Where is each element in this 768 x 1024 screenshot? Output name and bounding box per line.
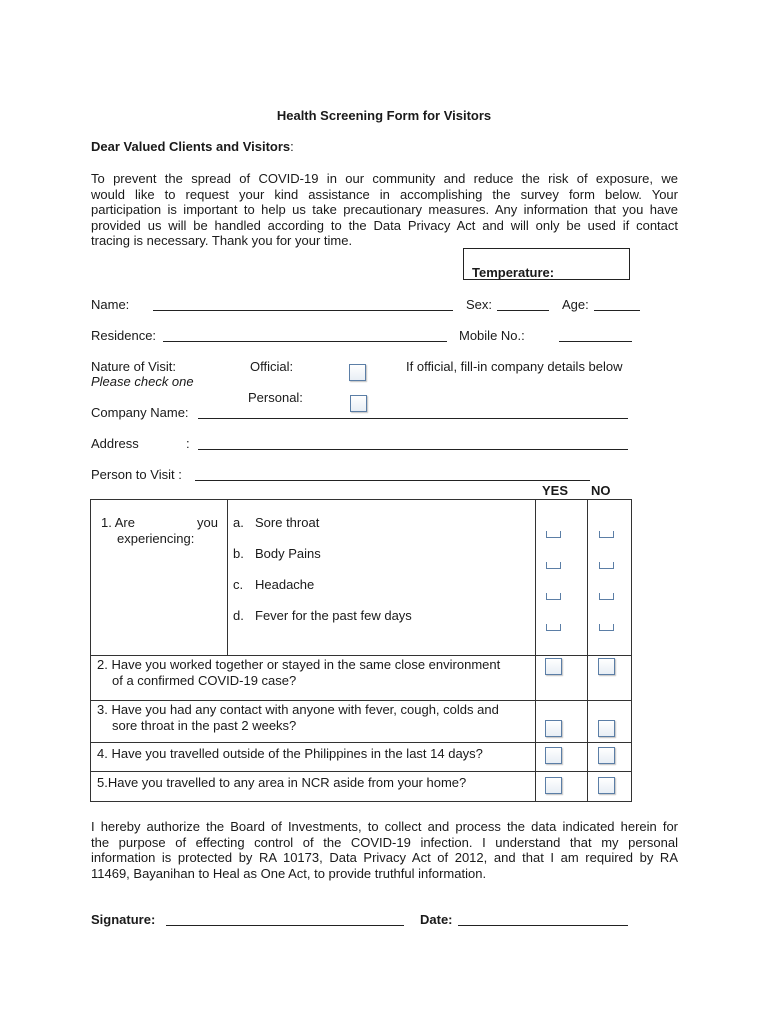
mobile-label: Mobile No.: [459, 328, 525, 343]
symptom-text: Headache [255, 577, 315, 592]
greeting [91, 139, 294, 154]
table-divider [91, 742, 631, 743]
table-divider [91, 655, 631, 656]
q3-line2: sore throat in the past 2 weeks? [112, 718, 297, 733]
signature-label: Signature: [91, 912, 156, 927]
date-field[interactable] [458, 913, 628, 926]
symptom-no-checkbox[interactable] [599, 593, 614, 600]
q5-no-checkbox[interactable] [598, 777, 615, 794]
consent-line: the purpose of effecting control of the COVID-19 infection. I understand that my personal [91, 834, 678, 850]
symptom-yes-checkbox[interactable] [546, 593, 561, 600]
signature-field[interactable] [166, 913, 404, 926]
personal-label: Personal: [248, 390, 303, 405]
q4-no-checkbox[interactable] [598, 747, 615, 764]
temperature-label: Temperature: [472, 265, 555, 280]
person-field[interactable] [195, 468, 590, 481]
name-label: Name: [91, 297, 130, 312]
q2-line1: 2. Have you worked together or stayed in the same close environment [97, 657, 501, 672]
consent-paragraph [91, 819, 678, 881]
address-colon: : [186, 436, 190, 451]
q1-line1-a: 1. Are [101, 515, 135, 530]
official-note: If official, fill-in company details below [406, 359, 623, 374]
symptom-letter: b. [233, 546, 244, 561]
q4-text: 4. Have you travelled outside of the Philippines in the last 14 days? [97, 746, 483, 761]
official-label: Official: [250, 359, 294, 374]
q2-yes-checkbox[interactable] [545, 658, 562, 675]
sex-label: Sex: [466, 297, 493, 312]
q3-line1: 3. Have you had any contact with anyone with fever, cough, colds and [97, 702, 499, 717]
symptom-yes-checkbox[interactable] [546, 624, 561, 631]
consent-line: 11469, Bayanihan to Heal as One Act, to provide truthful information. [91, 865, 487, 881]
date-label: Date: [420, 912, 453, 927]
q5-yes-checkbox[interactable] [545, 777, 562, 794]
symptom-letter: c. [233, 577, 244, 592]
form-title: Health Screening Form for Visitors [276, 108, 492, 123]
table-divider [587, 500, 588, 802]
symptom-text: Sore throat [255, 515, 320, 530]
intro-line: participation is important to help us take precautionary measures. Any information that you have [91, 202, 678, 217]
nature-hint: Please check one [91, 374, 194, 389]
symptom-yes-checkbox[interactable] [546, 562, 561, 569]
mobile-field[interactable] [559, 329, 632, 342]
sex-field[interactable] [497, 298, 549, 311]
symptom-letter: a. [233, 515, 244, 530]
residence-label: Residence: [91, 328, 157, 343]
table-divider [91, 700, 631, 701]
consent-line: I hereby authorize the Board of Investments, to collect and process the data indicated herein for [91, 819, 678, 834]
q3-no-checkbox[interactable] [598, 720, 615, 737]
temperature-box[interactable] [463, 248, 630, 280]
table-divider [227, 500, 228, 656]
q1-line1-b: you [197, 515, 218, 530]
greeting-text: Dear Valued Clients and Visitors [91, 139, 291, 154]
greeting-colon: : [290, 139, 294, 154]
symptom-yes-checkbox[interactable] [546, 531, 561, 538]
address-field[interactable] [198, 437, 628, 450]
age-field[interactable] [594, 298, 640, 311]
no-header: NO [591, 483, 611, 498]
yes-header: YES [542, 483, 569, 498]
q4-yes-checkbox[interactable] [545, 747, 562, 764]
symptom-no-checkbox[interactable] [599, 624, 614, 631]
nature-label: Nature of Visit: [91, 359, 177, 374]
intro-line: would like to request your kind assistance in accomplishing the survey form below. Your [91, 186, 678, 202]
intro-paragraph [91, 171, 678, 249]
symptom-letter: d. [233, 608, 244, 623]
person-label: Person to Visit : [91, 467, 182, 482]
q2-no-checkbox[interactable] [598, 658, 615, 675]
intro-line: provided us will be handled according to the Data Privacy Act and will only be used if contact [91, 217, 678, 233]
intro-line: To prevent the spread of COVID-19 in our community and reduce the risk of exposure, we [91, 171, 678, 186]
address-label: Address [91, 436, 139, 451]
consent-line: information is protected by RA 10173, Data Privacy Act of 2012, and that I am required by RA [91, 850, 678, 865]
q5-text: 5.Have you travelled to any area in NCR aside from your home? [97, 775, 467, 790]
age-label: Age: [562, 297, 589, 312]
residence-field[interactable] [163, 329, 447, 342]
symptom-no-checkbox[interactable] [599, 531, 614, 538]
table-divider [535, 500, 536, 802]
q2-line2: of a confirmed COVID-19 case? [112, 673, 297, 688]
intro-line: tracing is necessary. Thank you for your time. [91, 233, 353, 248]
symptom-text: Body Pains [255, 546, 321, 561]
q3-yes-checkbox[interactable] [545, 720, 562, 737]
symptom-text: Fever for the past few days [255, 608, 412, 623]
official-checkbox[interactable] [349, 364, 366, 381]
table-divider [91, 771, 631, 772]
company-field[interactable] [198, 406, 628, 419]
symptom-no-checkbox[interactable] [599, 562, 614, 569]
name-field[interactable] [153, 298, 453, 311]
q1-line2: experiencing: [117, 531, 195, 546]
company-label: Company Name: [91, 405, 189, 420]
